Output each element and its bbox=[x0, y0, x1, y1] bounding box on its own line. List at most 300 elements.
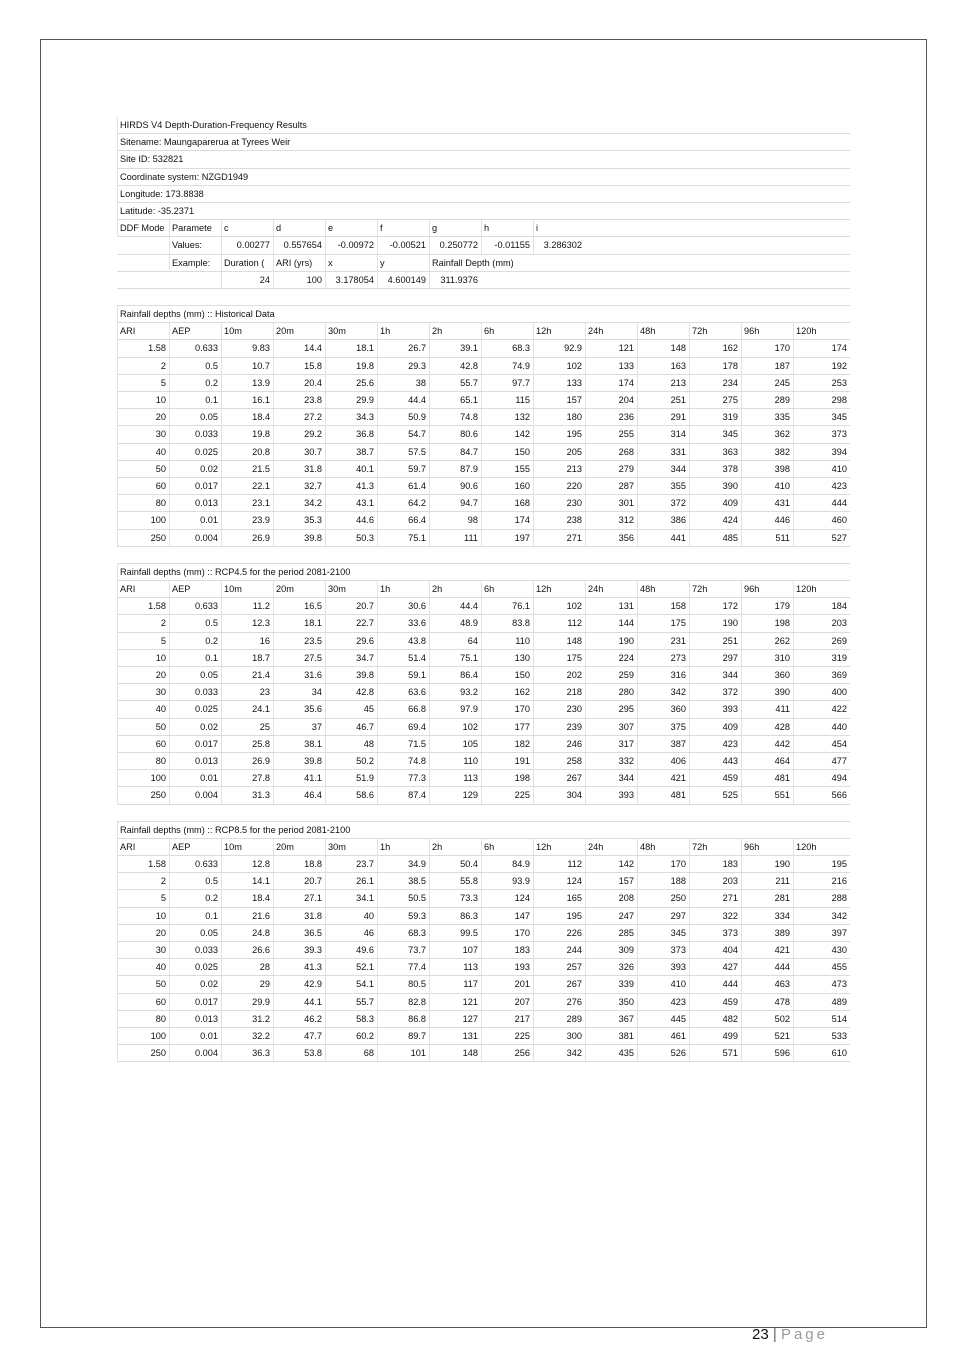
table-cell: 259 bbox=[585, 667, 637, 683]
table-cell: 150 bbox=[481, 667, 533, 683]
table-cell: 0.633 bbox=[169, 340, 221, 356]
table-cell: 34.7 bbox=[325, 650, 377, 666]
value-cell: -0.00521 bbox=[377, 237, 429, 253]
sitename: Sitename: Maungaparerua at Tyrees Weir bbox=[117, 134, 372, 150]
table-cell: 87.9 bbox=[429, 461, 481, 477]
table-cell: 32.2 bbox=[221, 1028, 273, 1044]
table-cell: 110 bbox=[481, 633, 533, 649]
table-cell: 269 bbox=[793, 633, 850, 649]
table-cell: 10.7 bbox=[221, 358, 273, 374]
table-cell: 133 bbox=[585, 358, 637, 374]
table-cell: 0.025 bbox=[169, 444, 221, 460]
table-cell: 198 bbox=[741, 615, 793, 631]
table-cell: 455 bbox=[793, 959, 850, 975]
table-row bbox=[117, 461, 850, 478]
table-row bbox=[117, 1028, 850, 1045]
table-cell: 444 bbox=[689, 976, 741, 992]
table-cell: 411 bbox=[741, 701, 793, 717]
table-cell: 389 bbox=[741, 925, 793, 941]
table-cell: 446 bbox=[741, 512, 793, 528]
table-cell: 319 bbox=[689, 409, 741, 425]
table-cell: 204 bbox=[585, 392, 637, 408]
value-cell: -0.00972 bbox=[325, 237, 377, 253]
table-cell: 203 bbox=[793, 615, 850, 631]
column-header: AEP bbox=[169, 323, 221, 339]
table-cell: 190 bbox=[689, 615, 741, 631]
table-cell: 427 bbox=[689, 959, 741, 975]
site-id: Site ID: 532821 bbox=[117, 151, 372, 167]
table-cell: 300 bbox=[533, 1028, 585, 1044]
table-cell: 34.1 bbox=[325, 890, 377, 906]
table-cell: 350 bbox=[585, 994, 637, 1010]
table-cell: 66.4 bbox=[377, 512, 429, 528]
table-cell: 459 bbox=[689, 770, 741, 786]
table-cell: 234 bbox=[689, 375, 741, 391]
sitename-row bbox=[117, 134, 850, 151]
table-cell: 30 bbox=[117, 942, 169, 958]
example-header-cell: y bbox=[377, 255, 429, 271]
table-cell: 390 bbox=[741, 684, 793, 700]
table-cell: 39.1 bbox=[429, 340, 481, 356]
coord-row bbox=[117, 169, 850, 186]
table-cell: 430 bbox=[793, 942, 850, 958]
table-cell: 27.5 bbox=[273, 650, 325, 666]
table-cell: 68.3 bbox=[481, 340, 533, 356]
table-cell: 5 bbox=[117, 890, 169, 906]
table-cell: 23.1 bbox=[221, 495, 273, 511]
table-row bbox=[117, 478, 850, 495]
table-row bbox=[117, 994, 850, 1011]
table-cell: 1.58 bbox=[117, 340, 169, 356]
table-cell: 289 bbox=[533, 1011, 585, 1027]
table-cell: 398 bbox=[741, 461, 793, 477]
table-cell: 47.7 bbox=[273, 1028, 325, 1044]
table-cell: 382 bbox=[741, 444, 793, 460]
table-cell: 170 bbox=[481, 925, 533, 941]
table-cell: 23.7 bbox=[325, 856, 377, 872]
table-cell: 147 bbox=[481, 908, 533, 924]
table-cell: 367 bbox=[585, 1011, 637, 1027]
column-header: 10m bbox=[221, 323, 273, 339]
table-cell: 98 bbox=[429, 512, 481, 528]
table-cell: 130 bbox=[481, 650, 533, 666]
column-header: 6h bbox=[481, 839, 533, 855]
column-header: 72h bbox=[689, 323, 741, 339]
table-cell: 39.8 bbox=[273, 530, 325, 546]
table-cell: 26.9 bbox=[221, 753, 273, 769]
table-cell: 485 bbox=[689, 530, 741, 546]
table-row bbox=[117, 770, 850, 787]
table-cell: 10 bbox=[117, 650, 169, 666]
table-cell: 63.6 bbox=[377, 684, 429, 700]
table-cell: 0.5 bbox=[169, 615, 221, 631]
header-title: HIRDS V4 Depth-Duration-Frequency Results bbox=[117, 117, 372, 133]
table-cell: 131 bbox=[429, 1028, 481, 1044]
table-cell: 22.7 bbox=[325, 615, 377, 631]
table-cell: 0.013 bbox=[169, 753, 221, 769]
table-cell: 12.8 bbox=[221, 856, 273, 872]
table-cell: 43.1 bbox=[325, 495, 377, 511]
table-cell: 268 bbox=[585, 444, 637, 460]
table-cell: 80 bbox=[117, 1011, 169, 1027]
table-cell: 44.6 bbox=[325, 512, 377, 528]
param-cell: e bbox=[325, 220, 377, 236]
table-cell: 86.8 bbox=[377, 1011, 429, 1027]
table-cell: 105 bbox=[429, 736, 481, 752]
table-cell: 246 bbox=[533, 736, 585, 752]
table-cell: 100 bbox=[117, 770, 169, 786]
latitude-row bbox=[117, 203, 850, 220]
example-header-cell: ARI (yrs) bbox=[273, 255, 325, 271]
table-cell: 295 bbox=[585, 701, 637, 717]
table-cell: 57.5 bbox=[377, 444, 429, 460]
table-cell: 18.4 bbox=[221, 890, 273, 906]
table-cell: 345 bbox=[793, 409, 850, 425]
table-cell: 83.8 bbox=[481, 615, 533, 631]
table-cell: 23.9 bbox=[221, 512, 273, 528]
table-cell: 127 bbox=[429, 1011, 481, 1027]
table-cell: 297 bbox=[689, 650, 741, 666]
table-cell: 225 bbox=[481, 787, 533, 803]
table-cell: 35.3 bbox=[273, 512, 325, 528]
table-cell: 280 bbox=[585, 684, 637, 700]
table-cell: 22.1 bbox=[221, 478, 273, 494]
table-cell: 236 bbox=[585, 409, 637, 425]
table-cell: 90.6 bbox=[429, 478, 481, 494]
table-cell: 188 bbox=[637, 873, 689, 889]
table-cell: 464 bbox=[741, 753, 793, 769]
table-cell: 42.8 bbox=[325, 684, 377, 700]
table-cell: 304 bbox=[533, 787, 585, 803]
table-cell: 39.3 bbox=[273, 942, 325, 958]
table-cell: 298 bbox=[793, 392, 850, 408]
table-cell: 435 bbox=[585, 1045, 637, 1061]
table-cell: 267 bbox=[533, 976, 585, 992]
table-cell: 443 bbox=[689, 753, 741, 769]
table-cell: 18.4 bbox=[221, 409, 273, 425]
table-cell: 26.1 bbox=[325, 873, 377, 889]
table-cell: 372 bbox=[689, 684, 741, 700]
table-cell: 31.6 bbox=[273, 667, 325, 683]
table-cell: 21.6 bbox=[221, 908, 273, 924]
table-row bbox=[117, 684, 850, 701]
table-cell: 397 bbox=[793, 925, 850, 941]
table-cell: 93.9 bbox=[481, 873, 533, 889]
table-cell: 251 bbox=[637, 392, 689, 408]
table-cell: 27.2 bbox=[273, 409, 325, 425]
table-cell: 373 bbox=[689, 925, 741, 941]
table-cell: 64.2 bbox=[377, 495, 429, 511]
table-cell: 13.9 bbox=[221, 375, 273, 391]
table-cell: 45 bbox=[325, 701, 377, 717]
table-cell: 30 bbox=[117, 684, 169, 700]
example-header-cell: Example: bbox=[169, 255, 221, 271]
table-cell: 177 bbox=[481, 719, 533, 735]
table-cell: 42.8 bbox=[429, 358, 481, 374]
table-cell: 213 bbox=[533, 461, 585, 477]
table-row bbox=[117, 701, 850, 718]
table-cell: 362 bbox=[741, 426, 793, 442]
table-cell: 36.5 bbox=[273, 925, 325, 941]
table-cell: 307 bbox=[585, 719, 637, 735]
value-cell: 0.250772 bbox=[429, 237, 481, 253]
table-cell: 253 bbox=[793, 375, 850, 391]
table-cell: 60 bbox=[117, 736, 169, 752]
param-cell: Paramete bbox=[169, 220, 221, 236]
table-cell: 75.1 bbox=[377, 530, 429, 546]
table-cell: 107 bbox=[429, 942, 481, 958]
table-cell: 182 bbox=[481, 736, 533, 752]
table-cell: 29.9 bbox=[221, 994, 273, 1010]
table-cell: 342 bbox=[533, 1045, 585, 1061]
table-cell: 360 bbox=[637, 701, 689, 717]
table-cell: 281 bbox=[741, 890, 793, 906]
table-cell: 1.58 bbox=[117, 856, 169, 872]
table-cell: 0.004 bbox=[169, 1045, 221, 1061]
table-cell: 0.05 bbox=[169, 409, 221, 425]
table-cell: 40.1 bbox=[325, 461, 377, 477]
page-footer bbox=[752, 1326, 828, 1343]
table-cell: 18.1 bbox=[325, 340, 377, 356]
table-cell: 97.7 bbox=[481, 375, 533, 391]
table-cell: 69.4 bbox=[377, 719, 429, 735]
column-header: 96h bbox=[741, 323, 793, 339]
table-cell: 112 bbox=[533, 615, 585, 631]
table-cell: 378 bbox=[689, 461, 741, 477]
table-cell: 481 bbox=[637, 787, 689, 803]
table-cell: 115 bbox=[481, 392, 533, 408]
value-cell: 0.00277 bbox=[221, 237, 273, 253]
table-cell: 10 bbox=[117, 908, 169, 924]
table-cell: 26.6 bbox=[221, 942, 273, 958]
table-cell: 192 bbox=[793, 358, 850, 374]
page-word: Page bbox=[780, 1326, 828, 1343]
ddf-parameter-row bbox=[117, 220, 850, 237]
table-cell: 16 bbox=[221, 633, 273, 649]
table-cell: 287 bbox=[585, 478, 637, 494]
table-cell: 21.5 bbox=[221, 461, 273, 477]
table-cell: 16.5 bbox=[273, 598, 325, 614]
table-cell: 14.4 bbox=[273, 340, 325, 356]
table-cell: 162 bbox=[689, 340, 741, 356]
table-cell: 110 bbox=[429, 753, 481, 769]
table-cell: 203 bbox=[689, 873, 741, 889]
table-cell: 310 bbox=[741, 650, 793, 666]
table-cell: 18.7 bbox=[221, 650, 273, 666]
table-cell: 239 bbox=[533, 719, 585, 735]
table-cell: 213 bbox=[637, 375, 689, 391]
table-cell: 54.1 bbox=[325, 976, 377, 992]
table-row bbox=[117, 719, 850, 736]
table-cell: 342 bbox=[637, 684, 689, 700]
table-cell: 393 bbox=[585, 787, 637, 803]
table-row bbox=[117, 650, 850, 667]
table-cell: 511 bbox=[741, 530, 793, 546]
table-cell: 566 bbox=[793, 787, 850, 803]
table-cell: 19.8 bbox=[221, 426, 273, 442]
table-cell: 195 bbox=[793, 856, 850, 872]
table-cell: 112 bbox=[533, 856, 585, 872]
example-value-cell: 311.9376 bbox=[429, 272, 481, 288]
column-header: 12h bbox=[533, 581, 585, 597]
table-cell: 0.1 bbox=[169, 650, 221, 666]
table-cell: 183 bbox=[689, 856, 741, 872]
table-cell: 255 bbox=[585, 426, 637, 442]
table-cell: 494 bbox=[793, 770, 850, 786]
table-title: Rainfall depths (mm) :: RCP4.5 for the period 2081-2100 bbox=[117, 564, 467, 580]
table-cell: 23 bbox=[221, 684, 273, 700]
example-value-cell: 4.600149 bbox=[377, 272, 429, 288]
table-cell: 256 bbox=[481, 1045, 533, 1061]
table-cell: 60.2 bbox=[325, 1028, 377, 1044]
table-cell: 165 bbox=[533, 890, 585, 906]
table-header-row bbox=[117, 581, 850, 598]
table-cell: 55.7 bbox=[325, 994, 377, 1010]
column-header: ARI bbox=[117, 323, 169, 339]
table-cell: 257 bbox=[533, 959, 585, 975]
example-value-cell: 24 bbox=[221, 272, 273, 288]
table-cell: 393 bbox=[637, 959, 689, 975]
table-cell: 482 bbox=[689, 1011, 741, 1027]
table-cell: 102 bbox=[533, 358, 585, 374]
table-cell: 59.3 bbox=[377, 908, 429, 924]
table-cell: 424 bbox=[689, 512, 741, 528]
table-cell: 89.7 bbox=[377, 1028, 429, 1044]
table-row bbox=[117, 856, 850, 873]
table-cell: 163 bbox=[637, 358, 689, 374]
rainfall-tables bbox=[117, 306, 850, 1062]
table-cell: 80.5 bbox=[377, 976, 429, 992]
table-cell: 29.2 bbox=[273, 426, 325, 442]
table-cell: 44.4 bbox=[429, 598, 481, 614]
table-cell: 526 bbox=[637, 1045, 689, 1061]
param-cell: i bbox=[533, 220, 585, 236]
value-cell: -0.01155 bbox=[481, 237, 533, 253]
table-cell: 499 bbox=[689, 1028, 741, 1044]
table-cell: 571 bbox=[689, 1045, 741, 1061]
table-cell: 409 bbox=[689, 719, 741, 735]
table-cell: 19.8 bbox=[325, 358, 377, 374]
table-cell: 174 bbox=[793, 340, 850, 356]
table-cell: 12.3 bbox=[221, 615, 273, 631]
table-cell: 175 bbox=[637, 615, 689, 631]
table-cell: 525 bbox=[689, 787, 741, 803]
table-cell: 0.5 bbox=[169, 358, 221, 374]
table-cell: 0.02 bbox=[169, 461, 221, 477]
table-cell: 2 bbox=[117, 873, 169, 889]
table-cell: 0.017 bbox=[169, 478, 221, 494]
table-cell: 201 bbox=[481, 976, 533, 992]
table-cell: 184 bbox=[793, 598, 850, 614]
coordinate-system: Coordinate system: NZGD1949 bbox=[117, 169, 372, 185]
table-cell: 0.05 bbox=[169, 667, 221, 683]
example-header-cell: Duration ( bbox=[221, 255, 273, 271]
table-cell: 291 bbox=[637, 409, 689, 425]
table-cell: 148 bbox=[637, 340, 689, 356]
table-cell: 80 bbox=[117, 495, 169, 511]
table-cell: 36.8 bbox=[325, 426, 377, 442]
table-cell: 271 bbox=[533, 530, 585, 546]
table-cell: 100 bbox=[117, 1028, 169, 1044]
table-cell: 394 bbox=[793, 444, 850, 460]
table-cell: 41.1 bbox=[273, 770, 325, 786]
table-cell: 342 bbox=[793, 908, 850, 924]
table-row bbox=[117, 736, 850, 753]
example-header-cell: x bbox=[325, 255, 377, 271]
table-cell: 84.7 bbox=[429, 444, 481, 460]
column-header: 72h bbox=[689, 839, 741, 855]
table-cell: 375 bbox=[637, 719, 689, 735]
column-header: 2h bbox=[429, 323, 481, 339]
table-cell: 0.013 bbox=[169, 1011, 221, 1027]
table-cell: 129 bbox=[429, 787, 481, 803]
table-cell: 332 bbox=[585, 753, 637, 769]
table-cell: 207 bbox=[481, 994, 533, 1010]
table-cell: 0.5 bbox=[169, 873, 221, 889]
column-header: 96h bbox=[741, 581, 793, 597]
table-cell: 54.7 bbox=[377, 426, 429, 442]
table-row bbox=[117, 942, 850, 959]
table-cell: 386 bbox=[637, 512, 689, 528]
table-header-row bbox=[117, 323, 850, 340]
table-row bbox=[117, 925, 850, 942]
table-cell: 30.6 bbox=[377, 598, 429, 614]
table-cell: 187 bbox=[741, 358, 793, 374]
table-cell: 142 bbox=[481, 426, 533, 442]
table-cell: 93.2 bbox=[429, 684, 481, 700]
table-cell: 551 bbox=[741, 787, 793, 803]
table-cell: 400 bbox=[793, 684, 850, 700]
table-cell: 195 bbox=[533, 426, 585, 442]
table-cell: 0.02 bbox=[169, 719, 221, 735]
table-cell: 178 bbox=[689, 358, 741, 374]
table-cell: 25.8 bbox=[221, 736, 273, 752]
table-cell: 71.5 bbox=[377, 736, 429, 752]
table-row bbox=[117, 890, 850, 907]
column-header: 6h bbox=[481, 581, 533, 597]
column-header: 6h bbox=[481, 323, 533, 339]
table-cell: 21.4 bbox=[221, 667, 273, 683]
table-cell: 489 bbox=[793, 994, 850, 1010]
table-cell: 409 bbox=[689, 495, 741, 511]
table-cell: 24.1 bbox=[221, 701, 273, 717]
table-cell: 18.1 bbox=[273, 615, 325, 631]
value-cell: 0.557654 bbox=[273, 237, 325, 253]
table-cell: 124 bbox=[533, 873, 585, 889]
table-cell: 247 bbox=[585, 908, 637, 924]
table-row bbox=[117, 358, 850, 375]
table-cell: 27.8 bbox=[221, 770, 273, 786]
table-cell: 94.7 bbox=[429, 495, 481, 511]
table-cell: 250 bbox=[117, 787, 169, 803]
table-cell: 59.1 bbox=[377, 667, 429, 683]
spacer-row bbox=[117, 805, 850, 822]
table-cell: 355 bbox=[637, 478, 689, 494]
table-cell: 0.017 bbox=[169, 736, 221, 752]
table-cell: 610 bbox=[793, 1045, 850, 1061]
table-cell: 40 bbox=[117, 444, 169, 460]
table-cell: 44.1 bbox=[273, 994, 325, 1010]
table-cell: 250 bbox=[117, 1045, 169, 1061]
table-cell: 0.1 bbox=[169, 908, 221, 924]
header-title-row bbox=[117, 117, 850, 134]
table-cell: 478 bbox=[741, 994, 793, 1010]
table-cell: 73.7 bbox=[377, 942, 429, 958]
column-header: 20m bbox=[273, 839, 325, 855]
table-cell: 423 bbox=[689, 736, 741, 752]
table-cell: 132 bbox=[481, 409, 533, 425]
table-cell: 36.3 bbox=[221, 1045, 273, 1061]
